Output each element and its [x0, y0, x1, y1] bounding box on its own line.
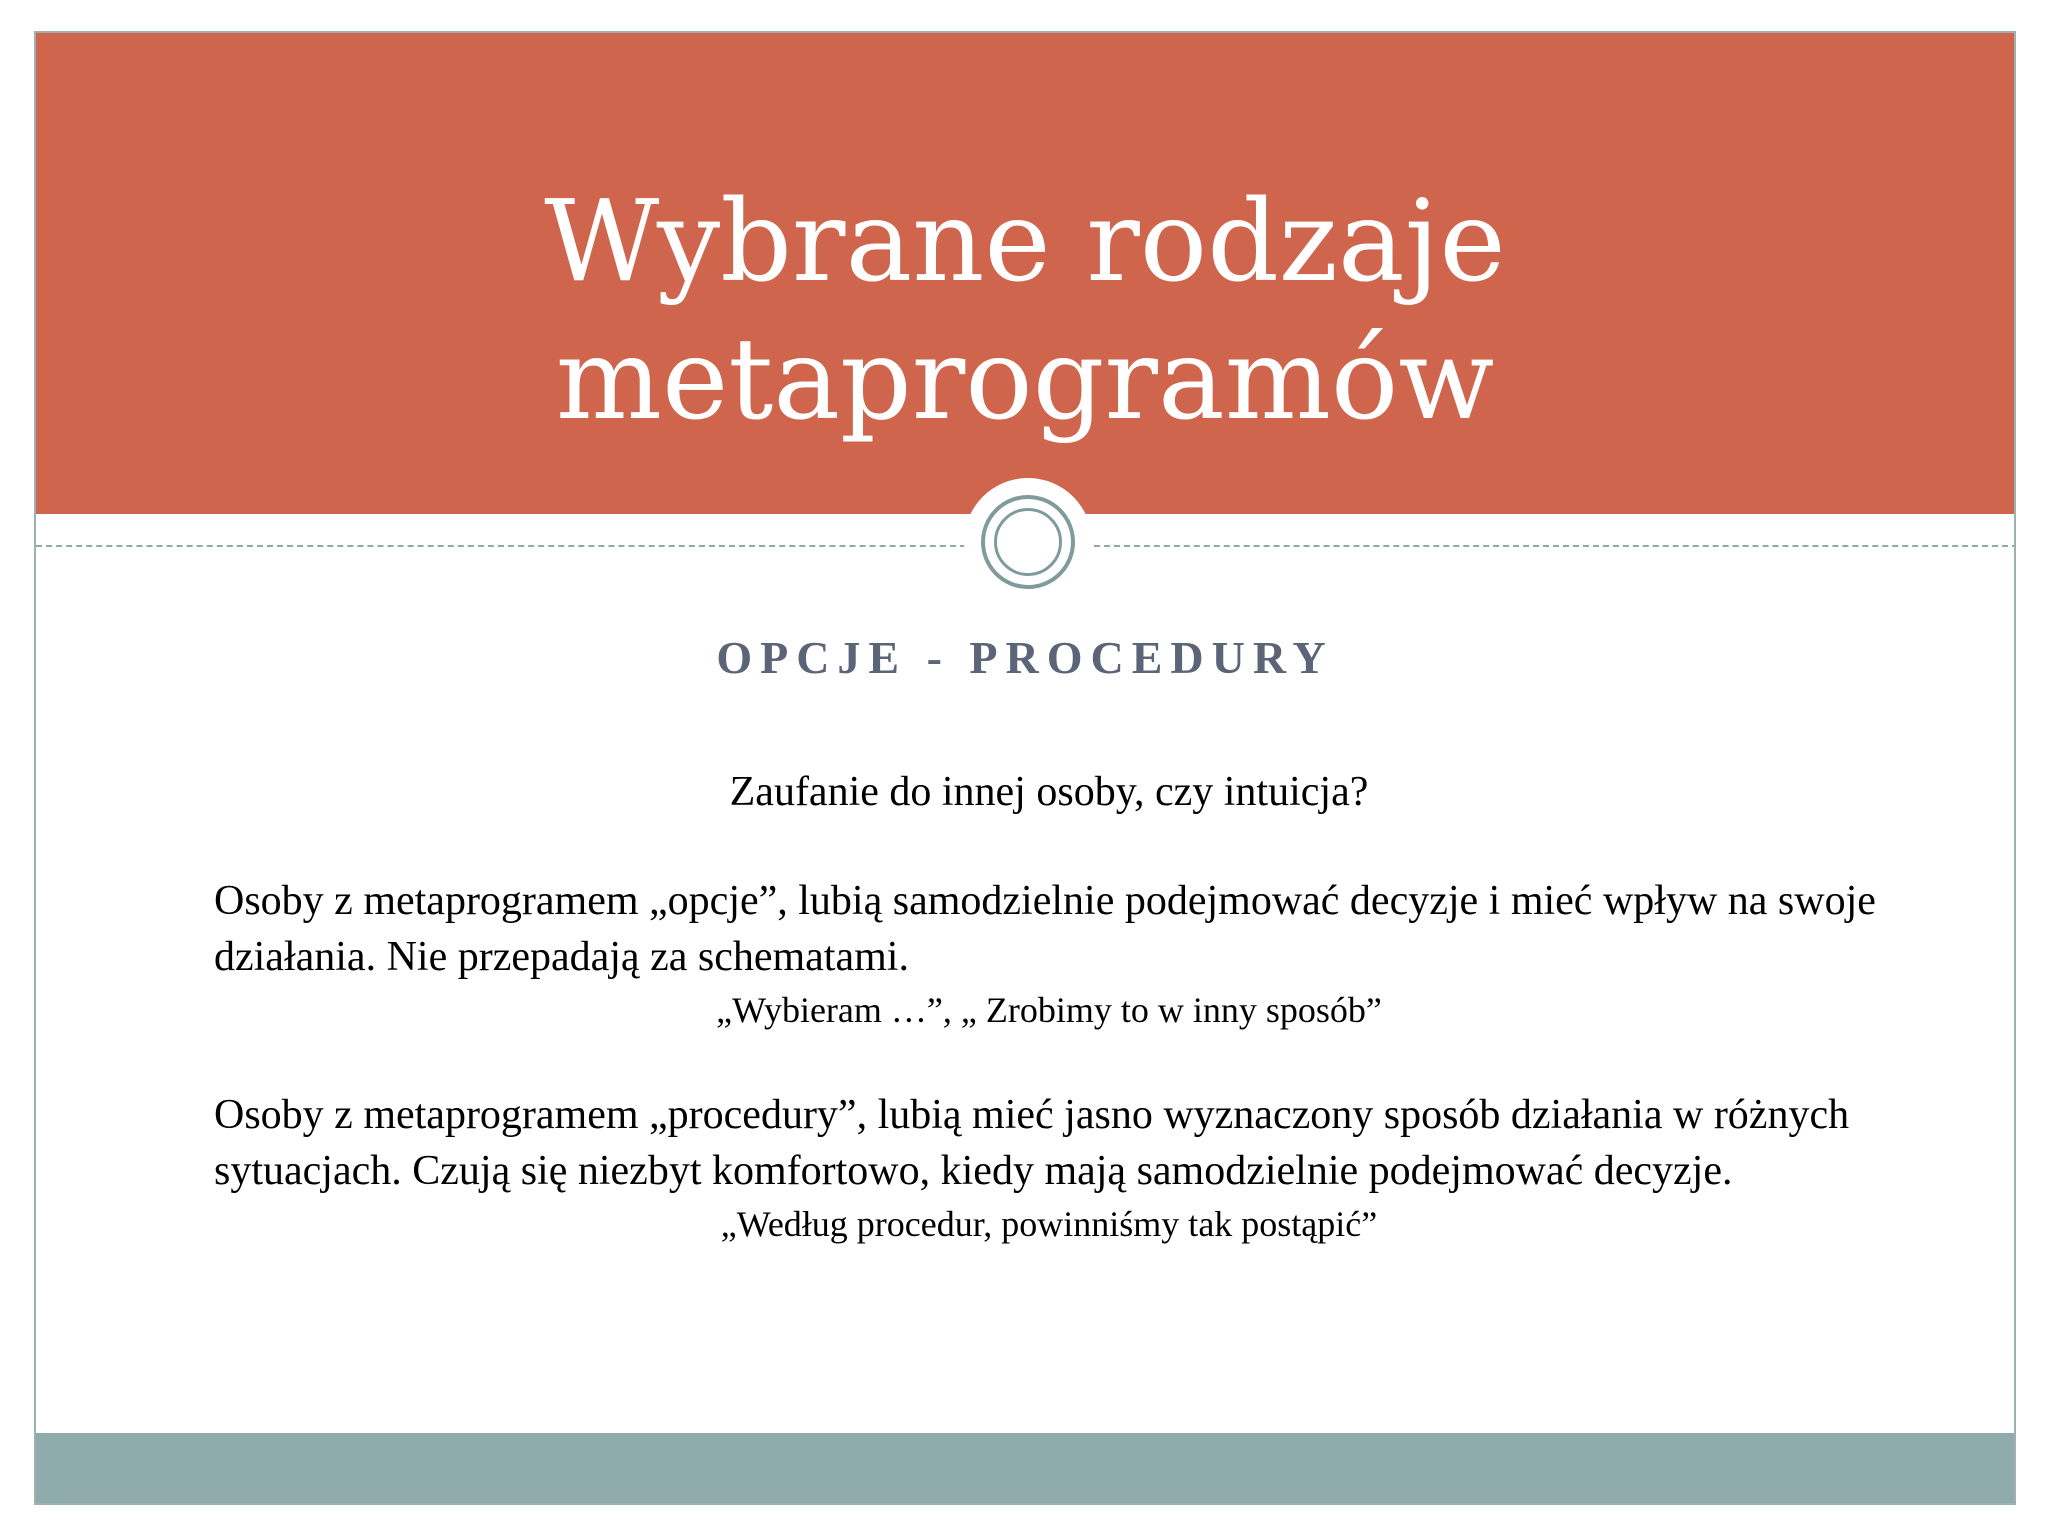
procedures-paragraph: Osoby z metaprogramem „procedury”, lubią mieć jasno wyznaczony sposób działania w różnych sytuacjach. Czują się niezbyt komfortowo, kiedy mają samodzielnie podejmować decyzje.: [214, 1092, 1850, 1194]
ring-ornament-icon: [964, 478, 1092, 606]
slide-title: [36, 173, 2014, 449]
slide-body: [214, 763, 1884, 1301]
title-band: [36, 33, 2014, 514]
procedures-quote: „Według procedur, powinniśmy tak postąpić”: [720, 1204, 1378, 1244]
dashed-divider-right: [1094, 545, 2016, 547]
ring-ornament-outer: [981, 495, 1075, 589]
slide-subtitle: OPCJE - PROCEDURY: [716, 632, 1334, 683]
footer-band: [36, 1433, 2014, 1503]
options-paragraph: Osoby z metaprogramem „opcje”, lubią samodzielnie podejmować decyzje i mieć wpływ na swoje działania. Nie przepadają za schematami.: [214, 878, 1876, 980]
slide: [34, 31, 2016, 1505]
slide-title-line-2: metaprogramów: [555, 315, 1495, 445]
ring-ornament-inner: [994, 508, 1062, 576]
slide-title-line-1: Wybrane rodzaje: [544, 177, 1506, 307]
question-text: Zaufanie do innej osoby, czy intuicja?: [729, 769, 1369, 815]
options-quote: „Wybieram …”, „ Zrobimy to w inny sposób”: [716, 990, 1382, 1030]
dashed-divider-left: [36, 545, 966, 547]
